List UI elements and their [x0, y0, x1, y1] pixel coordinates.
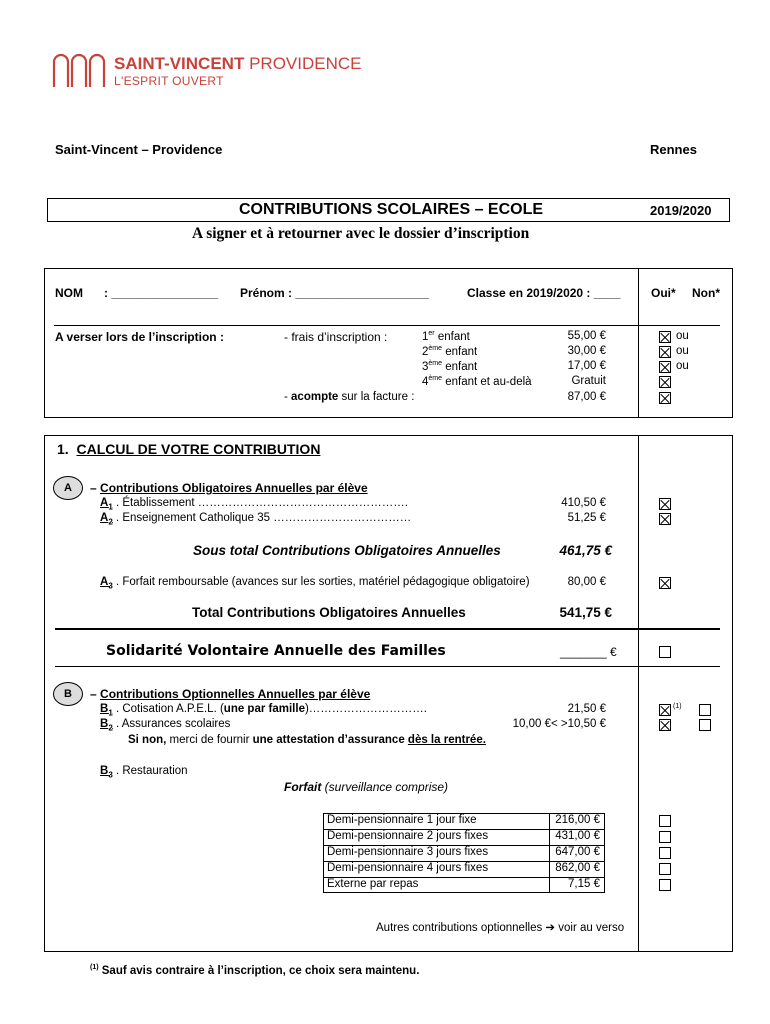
- solidarity-label: Solidarité Volontaire Annuelle des Familles: [106, 643, 446, 659]
- logo-brand-bold: SAINT-VINCENT: [114, 54, 245, 73]
- city: Rennes: [650, 142, 697, 157]
- footnote: $^{(1)}$ Sauf avis contraire à l’inscription, ce choix sera maintenu.: [90, 964, 420, 977]
- b3-row: $B_3$ . Restauration: [100, 765, 188, 780]
- inscription-row: 4ème enfant et au-delà: [422, 375, 532, 388]
- or-text: ou: [676, 330, 689, 342]
- section1-divider: [638, 435, 639, 952]
- checkbox-yes[interactable]: [659, 513, 671, 525]
- table-row: Demi-pensionnaire 1 jour fixe: [327, 814, 477, 826]
- table-cell-amount: 7,15 €: [568, 878, 600, 890]
- inscription-row: 3ème enfant: [422, 360, 478, 373]
- logo-brand-light: PROVIDENCE: [249, 54, 362, 73]
- non-header: Non*: [692, 286, 720, 300]
- table-cell-amount: 862,00 €: [555, 862, 600, 874]
- school-name: Saint-Vincent – Providence: [55, 142, 223, 157]
- forfait-label: Forfait (surveillance comprise): [284, 780, 449, 794]
- inscription-row: 1er enfant: [422, 330, 470, 343]
- verso-note: Autres contributions optionnelles ➔ voir au verso: [376, 922, 625, 934]
- section1-title: 1. CALCUL DE VOTRE CONTRIBUTION: [57, 441, 321, 457]
- nom-field[interactable]: : ________________: [104, 286, 219, 300]
- table-cell-amount: 216,00 €: [555, 814, 600, 826]
- b1-amount: 21,50 €: [567, 703, 606, 715]
- b1-row: $B_1$ . Cotisation A.P.E.L. (une par famille)………………………….: [100, 703, 427, 718]
- checkbox-yes[interactable]: [659, 346, 671, 358]
- table-cell-amount: 647,00 €: [555, 846, 600, 858]
- checkbox-yes[interactable]: [659, 331, 671, 343]
- page-title: CONTRIBUTIONS SCOLAIRES – ECOLE: [239, 201, 544, 218]
- logo: [52, 52, 372, 92]
- or-text: ou: [676, 360, 689, 372]
- a3-row: $A_3$ . Forfait remboursable (avances sur les sorties, matériel pédagogique obligatoire): [100, 576, 530, 591]
- checkbox-yes[interactable]: [659, 361, 671, 373]
- checkbox-meal[interactable]: [659, 815, 671, 827]
- school-year: 2019/2020: [650, 203, 712, 218]
- identity-divider: [638, 268, 639, 418]
- badge-b: B: [53, 682, 83, 706]
- table-row: Demi-pensionnaire 2 jours fixes: [327, 830, 489, 842]
- inscription-amount: Gratuit: [571, 375, 606, 387]
- inscription-label: A verser lors de l’inscription :: [55, 330, 224, 344]
- a1-row: $A_1$ . Établissement ……………………………………………….: [100, 497, 408, 512]
- acompte-amount: 87,00 €: [567, 391, 606, 403]
- checkbox-no[interactable]: [699, 704, 711, 716]
- b2-row: $B_2$ . Assurances scolaires: [100, 718, 231, 733]
- classe-field[interactable]: Classe en 2019/2020 : ____: [467, 286, 621, 300]
- checkbox-meal[interactable]: [659, 847, 671, 859]
- checkbox-yes[interactable]: [659, 376, 671, 388]
- a2-amount: 51,25 €: [567, 512, 606, 524]
- a1-amount: 410,50 €: [561, 497, 606, 509]
- table-row: Demi-pensionnaire 4 jours fixes: [327, 862, 489, 874]
- b2-note: Si non, merci de fournir une attestation d’assurance dès la rentrée.: [128, 734, 486, 746]
- section-a-title: – Contributions Obligatoires Annuelles par élève: [90, 481, 368, 495]
- total-label: Total Contributions Obligatoires Annuelles: [192, 605, 466, 620]
- logo-arches-icon: [52, 52, 106, 88]
- checkbox-yes[interactable]: [659, 498, 671, 510]
- or-text: ou: [676, 345, 689, 357]
- thick-divider: [55, 628, 720, 630]
- subtotal-label: Sous total Contributions Obligatoires Annuelles: [193, 543, 501, 558]
- a3-amount: 80,00 €: [567, 576, 606, 588]
- b1-note-mark: (1): [673, 703, 682, 710]
- b2-amount: 10,00 €< >10,50 €: [512, 718, 606, 730]
- checkbox-solidarity[interactable]: [659, 646, 671, 658]
- thin-divider: [55, 666, 720, 667]
- inscription-amount: 30,00 €: [567, 345, 606, 357]
- checkbox-meal[interactable]: [659, 879, 671, 891]
- oui-header: Oui*: [651, 286, 676, 300]
- checkbox-meal[interactable]: [659, 863, 671, 875]
- section-b-title: – Contributions Optionnelles Annuelles par élève: [90, 687, 371, 701]
- logo-tagline: L'ESPRIT OUVERT: [114, 74, 224, 88]
- prenom-field[interactable]: Prénom : ____________________: [240, 286, 429, 300]
- nom-label: NOM: [55, 286, 83, 300]
- checkbox-yes[interactable]: [659, 392, 671, 404]
- inscription-row: 2ème enfant: [422, 345, 478, 358]
- identity-hr: [54, 325, 720, 326]
- checkbox-yes[interactable]: [659, 577, 671, 589]
- arrow-right-icon: ➔: [545, 922, 556, 934]
- subtotal-amount: 461,75 €: [559, 543, 612, 558]
- badge-a: A: [53, 476, 83, 500]
- a2-row: $A_2$ . Enseignement Catholique 35 ………………………………: [100, 512, 412, 527]
- table-cell-amount: 431,00 €: [555, 830, 600, 842]
- frais-label: - frais d’inscription :: [284, 330, 388, 344]
- checkbox-meal[interactable]: [659, 831, 671, 843]
- checkbox-no[interactable]: [699, 719, 711, 731]
- total-amount: 541,75 €: [559, 605, 612, 620]
- inscription-amount: 55,00 €: [567, 330, 606, 342]
- table-row: Demi-pensionnaire 3 jours fixes: [327, 846, 489, 858]
- checkbox-yes[interactable]: [659, 704, 671, 716]
- inscription-amount: 17,00 €: [567, 360, 606, 372]
- checkbox-yes[interactable]: [659, 719, 671, 731]
- acompte-label: - acompte sur la facture :: [284, 391, 415, 403]
- subtitle: A signer et à retourner avec le dossier d’inscription: [192, 225, 530, 242]
- table-row: Externe par repas: [327, 878, 419, 890]
- solidarity-amount-field[interactable]: _______ €: [560, 645, 617, 659]
